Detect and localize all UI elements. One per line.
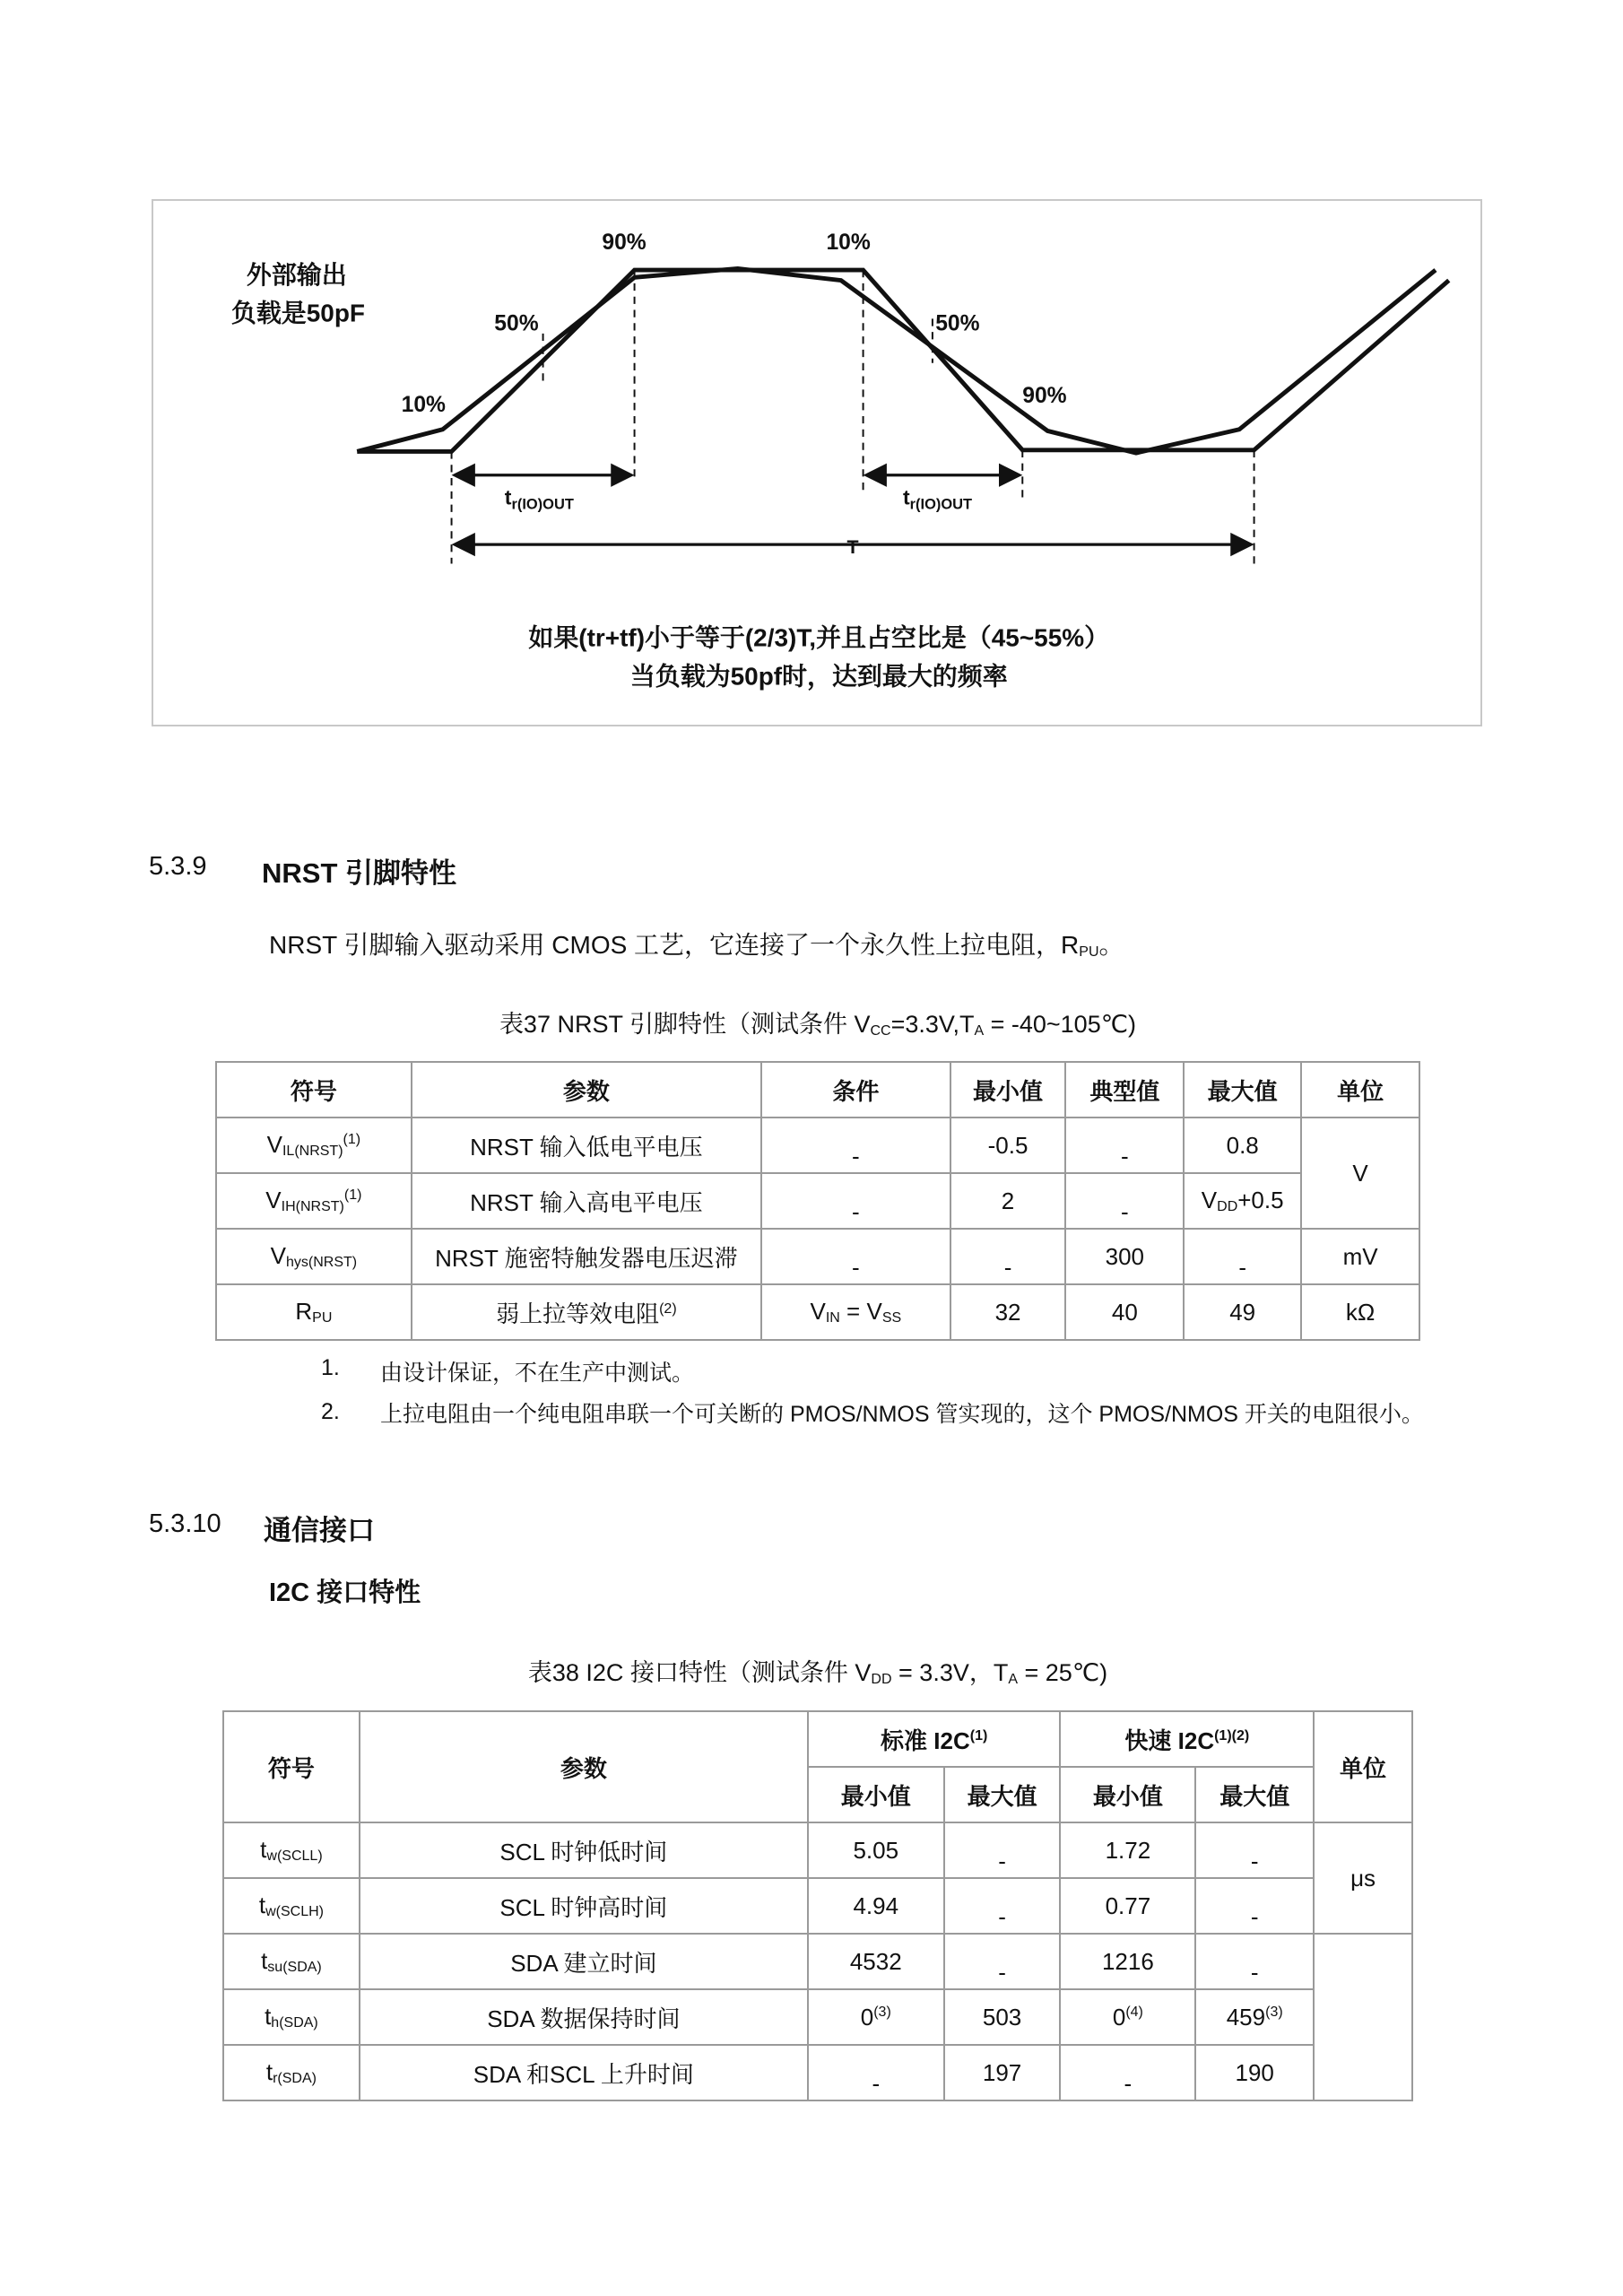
table-row (216, 1229, 1419, 1284)
table-row (216, 1173, 1419, 1229)
fast-min-cell: - (1060, 2045, 1195, 2100)
fast-max-cell: 190 (1195, 2045, 1314, 2100)
label-90-top: 90% (602, 230, 647, 256)
cond-cell: - (761, 1118, 950, 1173)
fast-max-cell: - (1195, 1822, 1314, 1878)
fast-min-cell: 1216 (1060, 1934, 1195, 1989)
fast-max-cell: - (1195, 1934, 1314, 1989)
table-header-row (216, 1062, 1419, 1118)
diagram-note-1: 如果(tr+tf)小于等于(2/3)T,并且占空比是（45~55%） (528, 623, 1110, 652)
table-row (223, 1989, 1412, 2045)
header-cell: 最大值 (1184, 1062, 1301, 1118)
param-cell: SDA 和SCL 上升时间 (360, 2045, 808, 2100)
load-label-1: 外部输出 (246, 260, 347, 289)
min-cell: - (950, 1229, 1066, 1284)
std-max-cell: - (944, 1878, 1061, 1934)
header-cell: 单位 (1301, 1062, 1419, 1118)
symbol-cell: $t_{h(SDA)}$ (223, 1989, 360, 2045)
param-cell: SCL 时钟低时间 (360, 1822, 808, 1878)
diagram-note-2: 当负载为50pf时，达到最大的频率 (629, 662, 1008, 691)
header-cell: 标准 $I2C^{(1)}$ (808, 1711, 1061, 1767)
fast-min-cell: 1.72 (1060, 1822, 1195, 1878)
typ-cell: - (1065, 1173, 1184, 1229)
cond-cell: - (761, 1173, 950, 1229)
header-cell: 条件 (761, 1062, 950, 1118)
header-cell: 最大值 (944, 1767, 1061, 1822)
std-max-cell: - (944, 1822, 1061, 1878)
std-max-cell: - (944, 1934, 1061, 1989)
max-cell: 49 (1184, 1284, 1301, 1340)
header-cell: 最小值 (808, 1767, 944, 1822)
max-cell: - (1184, 1229, 1301, 1284)
std-min-cell: 4532 (808, 1934, 944, 1989)
symbol-cell: $t_{r(SDA)}$ (223, 2045, 360, 2100)
footnote-text: 上拉电阻由一个纯电阻串联一个可关断的 PMOS/NMOS 管实现的，这个 PMOS/NMOS 开关的电阻很小。 (380, 1402, 1424, 1427)
fast-min-cell: 0$^{(4)}$ (1060, 1989, 1195, 2045)
symbol-cell: $t_{su(SDA)}$ (223, 1934, 360, 1989)
header-cell: 参数 (412, 1062, 761, 1118)
param-cell: SDA 数据保持时间 (360, 1989, 808, 2045)
nrst-characteristics-table (215, 1061, 1420, 1341)
fast-max-cell: - (1195, 1878, 1314, 1934)
cond-cell: $V_{IN} = V_{SS}$ (761, 1284, 950, 1340)
unit-cell: kΩ (1301, 1284, 1419, 1340)
table-row (216, 1118, 1419, 1173)
symbol-cell: $R_{PU}$ (216, 1284, 412, 1340)
header-cell: 快速 $I2C^{(1)(2)}$ (1060, 1711, 1314, 1767)
param-cell: 弱上拉等效电阻$^{(2)}$ (412, 1284, 761, 1340)
fast-max-cell: 459$^{(3)}$ (1195, 1989, 1314, 2045)
section-number: 5.3.9 (149, 852, 207, 881)
unit-cell-empty (1314, 1934, 1412, 2100)
header-cell: 最小值 (1060, 1767, 1195, 1822)
table-row (223, 2045, 1412, 2100)
table-caption: 表37 NRST 引脚特性（测试条件 $V_{CC}=3.3V,T_A$ = -40~105℃) (499, 1011, 1137, 1039)
symbol-cell: $t_{w(SCLH)}$ (223, 1878, 360, 1934)
unit-cell: μs (1314, 1822, 1412, 1934)
symbol-cell: $V_{IL(NRST)}^{(1)}$ (216, 1118, 412, 1173)
header-cell: 最大值 (1195, 1767, 1314, 1822)
cond-cell: - (761, 1229, 950, 1284)
symbol-cell: $V_{hys(NRST)}$ (216, 1229, 412, 1284)
max-cell: 0.8 (1184, 1118, 1301, 1173)
i2c-characteristics-table (222, 1710, 1413, 2101)
label-50-fall: 50% (935, 311, 980, 336)
label-90-fall: 90% (1022, 384, 1067, 409)
std-min-cell: - (808, 2045, 944, 2100)
table-row (223, 1822, 1412, 1878)
header-cell: 典型值 (1065, 1062, 1184, 1118)
fast-min-cell: 0.77 (1060, 1878, 1195, 1934)
label-50-rise: 50% (494, 311, 539, 336)
section-title: NRST 引脚特性 (262, 857, 456, 889)
unit-cell: mV (1301, 1229, 1419, 1284)
min-cell: 32 (950, 1284, 1066, 1340)
table-row (223, 1934, 1412, 1989)
std-min-cell: 4.94 (808, 1878, 944, 1934)
header-cell: 符号 (216, 1062, 412, 1118)
symbol-cell: $V_{IH(NRST)}^{(1)}$ (216, 1173, 412, 1229)
symbol-cell: $t_{w(SCLL)}$ (223, 1822, 360, 1878)
param-cell: NRST 输入高电平电压 (412, 1173, 761, 1229)
typ-cell: - (1065, 1118, 1184, 1173)
footnote-number: 2. (321, 1399, 340, 1424)
table-header-row (223, 1711, 1412, 1767)
min-cell: 2 (950, 1173, 1066, 1229)
footnote-number: 1. (321, 1355, 340, 1380)
param-cell: SDA 建立时间 (360, 1934, 808, 1989)
timing-diagram-frame (152, 199, 1482, 726)
typ-cell: 300 (1065, 1229, 1184, 1284)
param-cell: NRST 输入低电平电压 (412, 1118, 761, 1173)
param-cell: NRST 施密特触发器电压迟滞 (412, 1229, 761, 1284)
table-caption: 表38 I2C 接口特性（测试条件 $V_{DD} = 3.3V$，$T_A$ = 25℃) (527, 1659, 1108, 1687)
section-paragraph: NRST 引脚输入驱动采用 CMOS 工艺，它连接了一个永久性上拉电阻，$R_{PU}$。 (269, 931, 1124, 960)
footnote-text: 由设计保证，不在生产中测试。 (380, 1361, 695, 1386)
fall-time-label: $t_{r(IO)OUT}$ (903, 485, 973, 513)
section-number: 5.3.10 (149, 1509, 221, 1538)
label-10-rise: 10% (401, 393, 446, 418)
header-cell: 符号 (223, 1711, 360, 1822)
period-label: T (846, 535, 859, 558)
min-cell: -0.5 (950, 1118, 1066, 1173)
rise-time-label: $t_{r(IO)OUT}$ (504, 485, 574, 513)
header-cell: 最小值 (950, 1062, 1066, 1118)
load-label-2: 负载是50pF (230, 299, 366, 327)
label-10-top: 10% (826, 230, 871, 256)
table-row (223, 1878, 1412, 1934)
std-max-cell: 503 (944, 1989, 1061, 2045)
subsection-title: I2C 接口特性 (269, 1578, 421, 1607)
section-title: 通信接口 (264, 1515, 375, 1546)
std-max-cell: 197 (944, 2045, 1061, 2100)
max-cell: $V_{DD}+0.5$ (1184, 1173, 1301, 1229)
unit-cell: V (1301, 1118, 1419, 1229)
header-cell: 单位 (1314, 1711, 1412, 1822)
header-cell: 参数 (360, 1711, 808, 1822)
table-row (216, 1284, 1419, 1340)
std-min-cell: 5.05 (808, 1822, 944, 1878)
std-min-cell: 0$^{(3)}$ (808, 1989, 944, 2045)
typ-cell: 40 (1065, 1284, 1184, 1340)
param-cell: SCL 时钟高时间 (360, 1878, 808, 1934)
